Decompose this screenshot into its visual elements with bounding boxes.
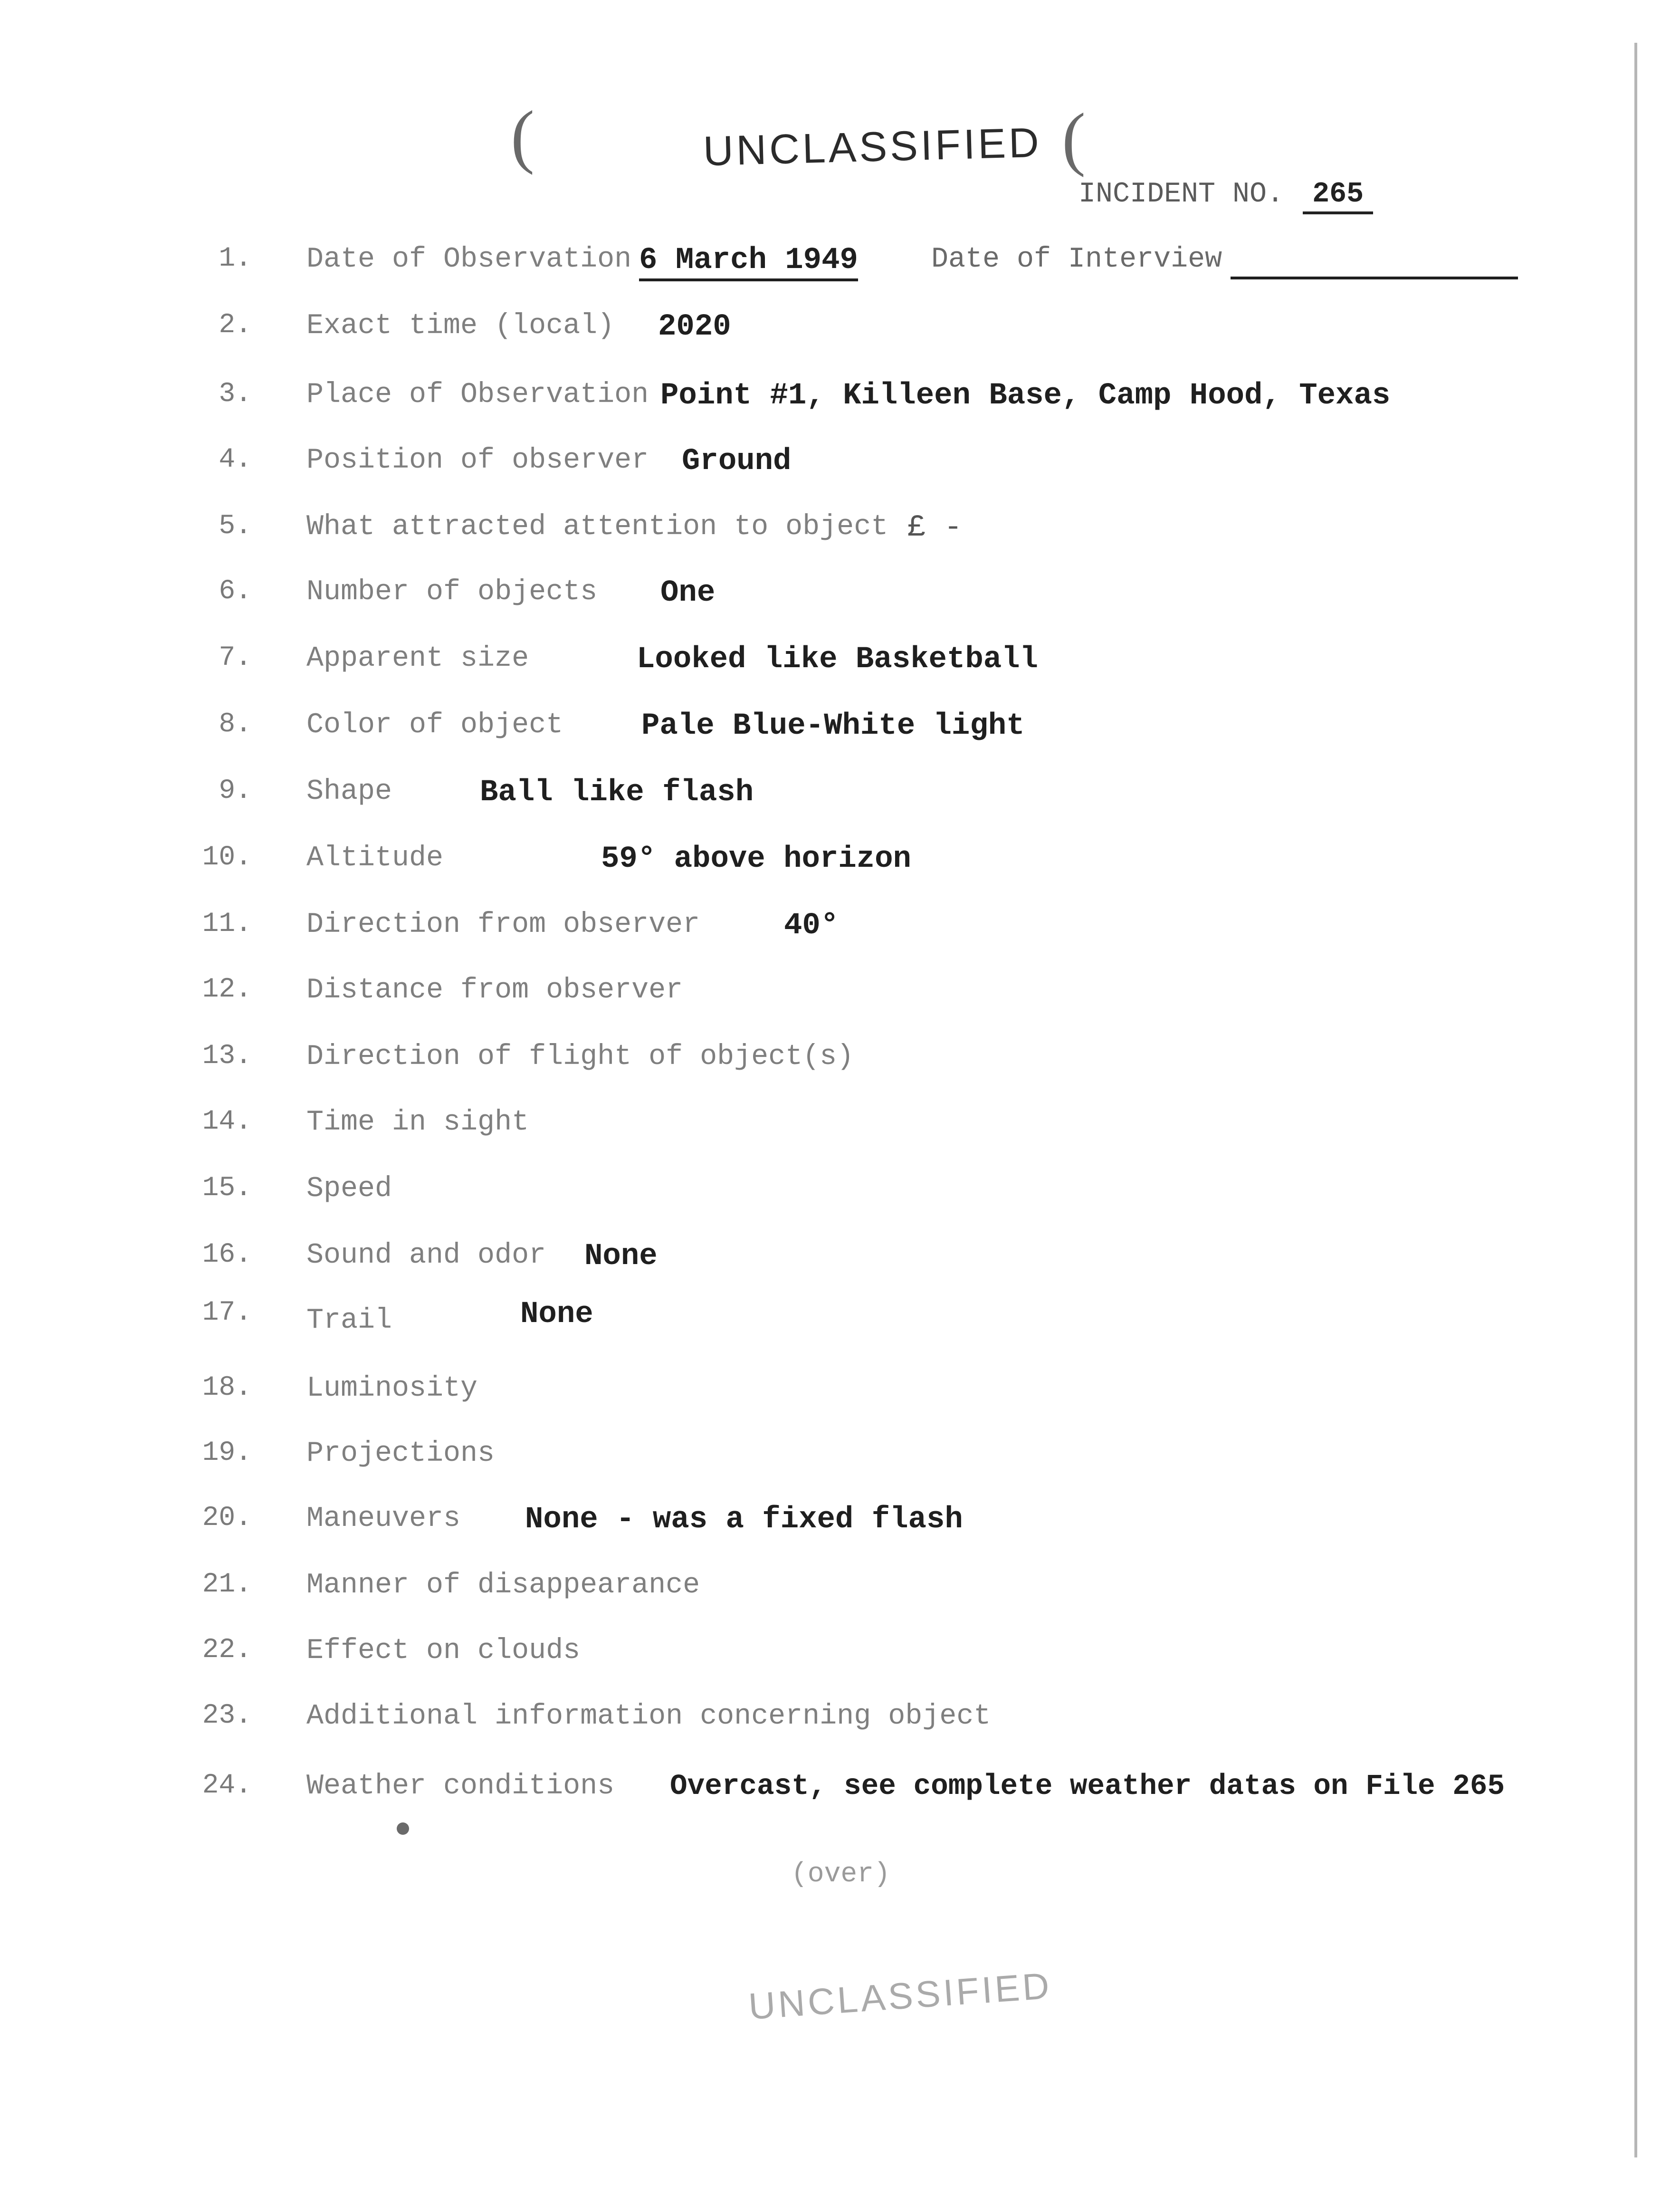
item-value: None bbox=[520, 1297, 593, 1332]
item-number: 8. bbox=[219, 709, 252, 740]
form-row-21 bbox=[0, 1569, 1680, 1617]
incident-label: INCIDENT NO. bbox=[1079, 178, 1284, 211]
form-row-16 bbox=[0, 1239, 1680, 1287]
item-label: Effect on clouds bbox=[306, 1635, 581, 1667]
item-label: Speed bbox=[306, 1173, 392, 1205]
item-label: Trail bbox=[306, 1304, 392, 1337]
item-value: £ - bbox=[907, 511, 963, 545]
item-number: 21. bbox=[202, 1569, 252, 1600]
item-value: None - was a fixed flash bbox=[525, 1503, 963, 1537]
item-number: 17. bbox=[202, 1297, 252, 1328]
item-number: 19. bbox=[202, 1438, 252, 1468]
form-row-14 bbox=[0, 1106, 1680, 1154]
item-label: Place of Observation bbox=[306, 379, 649, 411]
item-label: Apparent size bbox=[306, 642, 529, 675]
form-row-23 bbox=[0, 1700, 1680, 1748]
right-bracket-mark: ( bbox=[1062, 99, 1086, 178]
item-value: One bbox=[660, 576, 716, 610]
item-label: Additional information concerning object bbox=[306, 1700, 991, 1733]
form-row-18 bbox=[0, 1372, 1680, 1420]
item-number: 16. bbox=[202, 1239, 252, 1270]
item-label: Altitude bbox=[306, 842, 444, 874]
incident-number-field bbox=[1079, 178, 1373, 214]
form-row-4 bbox=[0, 444, 1680, 492]
item-value: 6 March 1949 bbox=[639, 243, 858, 281]
item-number: 6. bbox=[219, 576, 252, 607]
item-number: 22. bbox=[202, 1635, 252, 1666]
item-label: Distance from observer bbox=[306, 974, 683, 1006]
date-of-interview-blank bbox=[1231, 277, 1518, 279]
item-label: Luminosity bbox=[306, 1372, 478, 1405]
left-bracket-mark: ( bbox=[511, 96, 535, 175]
item-number: 11. bbox=[202, 909, 252, 939]
item-label: Number of objects bbox=[306, 576, 598, 608]
item-number: 2. bbox=[219, 310, 252, 341]
over-note: (over) bbox=[791, 1859, 890, 1890]
page-edge bbox=[1634, 43, 1637, 2157]
form-row-7 bbox=[0, 642, 1680, 690]
item-label: Direction from observer bbox=[306, 909, 700, 941]
item-label: Direction of flight of object(s) bbox=[306, 1041, 854, 1073]
item-label: Exact time (local) bbox=[306, 310, 615, 342]
item-value: Overcast, see complete weather datas on File 265 bbox=[670, 1770, 1505, 1803]
form-row-24 bbox=[0, 1770, 1680, 1818]
item-number: 5. bbox=[219, 511, 252, 542]
incident-number: 265 bbox=[1303, 178, 1373, 214]
item-number: 24. bbox=[202, 1770, 252, 1801]
item-number: 7. bbox=[219, 642, 252, 673]
form-row-12 bbox=[0, 974, 1680, 1022]
classification-stamp-bottom: UNCLASSIFIED bbox=[747, 1964, 1054, 2028]
ink-speck bbox=[397, 1822, 409, 1835]
form-row-19 bbox=[0, 1438, 1680, 1485]
item-label: Color of object bbox=[306, 709, 563, 741]
item-label: What attracted attention to object bbox=[306, 511, 888, 543]
form-row-17 bbox=[0, 1297, 1680, 1345]
item-label: Shape bbox=[306, 776, 392, 808]
item-label: Time in sight bbox=[306, 1106, 529, 1139]
form-row-1 bbox=[0, 243, 1680, 291]
form-row-20 bbox=[0, 1503, 1680, 1550]
item-label: Manner of disappearance bbox=[306, 1569, 700, 1601]
item-number: 3. bbox=[219, 379, 252, 410]
item-value: 40° bbox=[784, 909, 839, 943]
form-row-15 bbox=[0, 1173, 1680, 1220]
form-row-13 bbox=[0, 1041, 1680, 1088]
form-row-10 bbox=[0, 842, 1680, 890]
item-label: Sound and odor bbox=[306, 1239, 546, 1272]
item-value: Pale Blue-White light bbox=[641, 709, 1025, 743]
item-value: 59° above horizon bbox=[601, 842, 911, 876]
item-value: Looked like Basketball bbox=[637, 642, 1038, 677]
item-number: 23. bbox=[202, 1700, 252, 1731]
item-number: 14. bbox=[202, 1106, 252, 1137]
item-value: Point #1, Killeen Base, Camp Hood, Texas bbox=[660, 379, 1391, 413]
item-label: Maneuvers bbox=[306, 1503, 461, 1535]
item-number: 12. bbox=[202, 974, 252, 1005]
form-row-6 bbox=[0, 576, 1680, 623]
item-label: Projections bbox=[306, 1438, 495, 1470]
item-number: 10. bbox=[202, 842, 252, 873]
item-number: 1. bbox=[219, 243, 252, 274]
form-row-22 bbox=[0, 1635, 1680, 1682]
item-label: Weather conditions bbox=[306, 1770, 615, 1802]
item-number: 15. bbox=[202, 1173, 252, 1204]
item-number: 20. bbox=[202, 1503, 252, 1534]
form-row-8 bbox=[0, 709, 1680, 757]
item-value: None bbox=[584, 1239, 658, 1274]
form-row-2 bbox=[0, 310, 1680, 357]
item-value: Ball like flash bbox=[480, 776, 754, 810]
classification-stamp-top: UNCLASSIFIED bbox=[702, 118, 1042, 175]
item-number: 13. bbox=[202, 1041, 252, 1072]
form-row-3 bbox=[0, 379, 1680, 426]
item-number: 18. bbox=[202, 1372, 252, 1403]
item-label: Position of observer bbox=[306, 444, 649, 477]
form-row-9 bbox=[0, 776, 1680, 823]
date-of-interview-label: Date of Interview bbox=[931, 243, 1222, 276]
item-number: 4. bbox=[219, 444, 252, 475]
item-number: 9. bbox=[219, 776, 252, 806]
item-value: Ground bbox=[682, 444, 792, 479]
item-value: 2020 bbox=[658, 310, 731, 344]
form-row-5 bbox=[0, 511, 1680, 558]
item-label: Date of Observation bbox=[306, 243, 632, 276]
form-row-11 bbox=[0, 909, 1680, 956]
